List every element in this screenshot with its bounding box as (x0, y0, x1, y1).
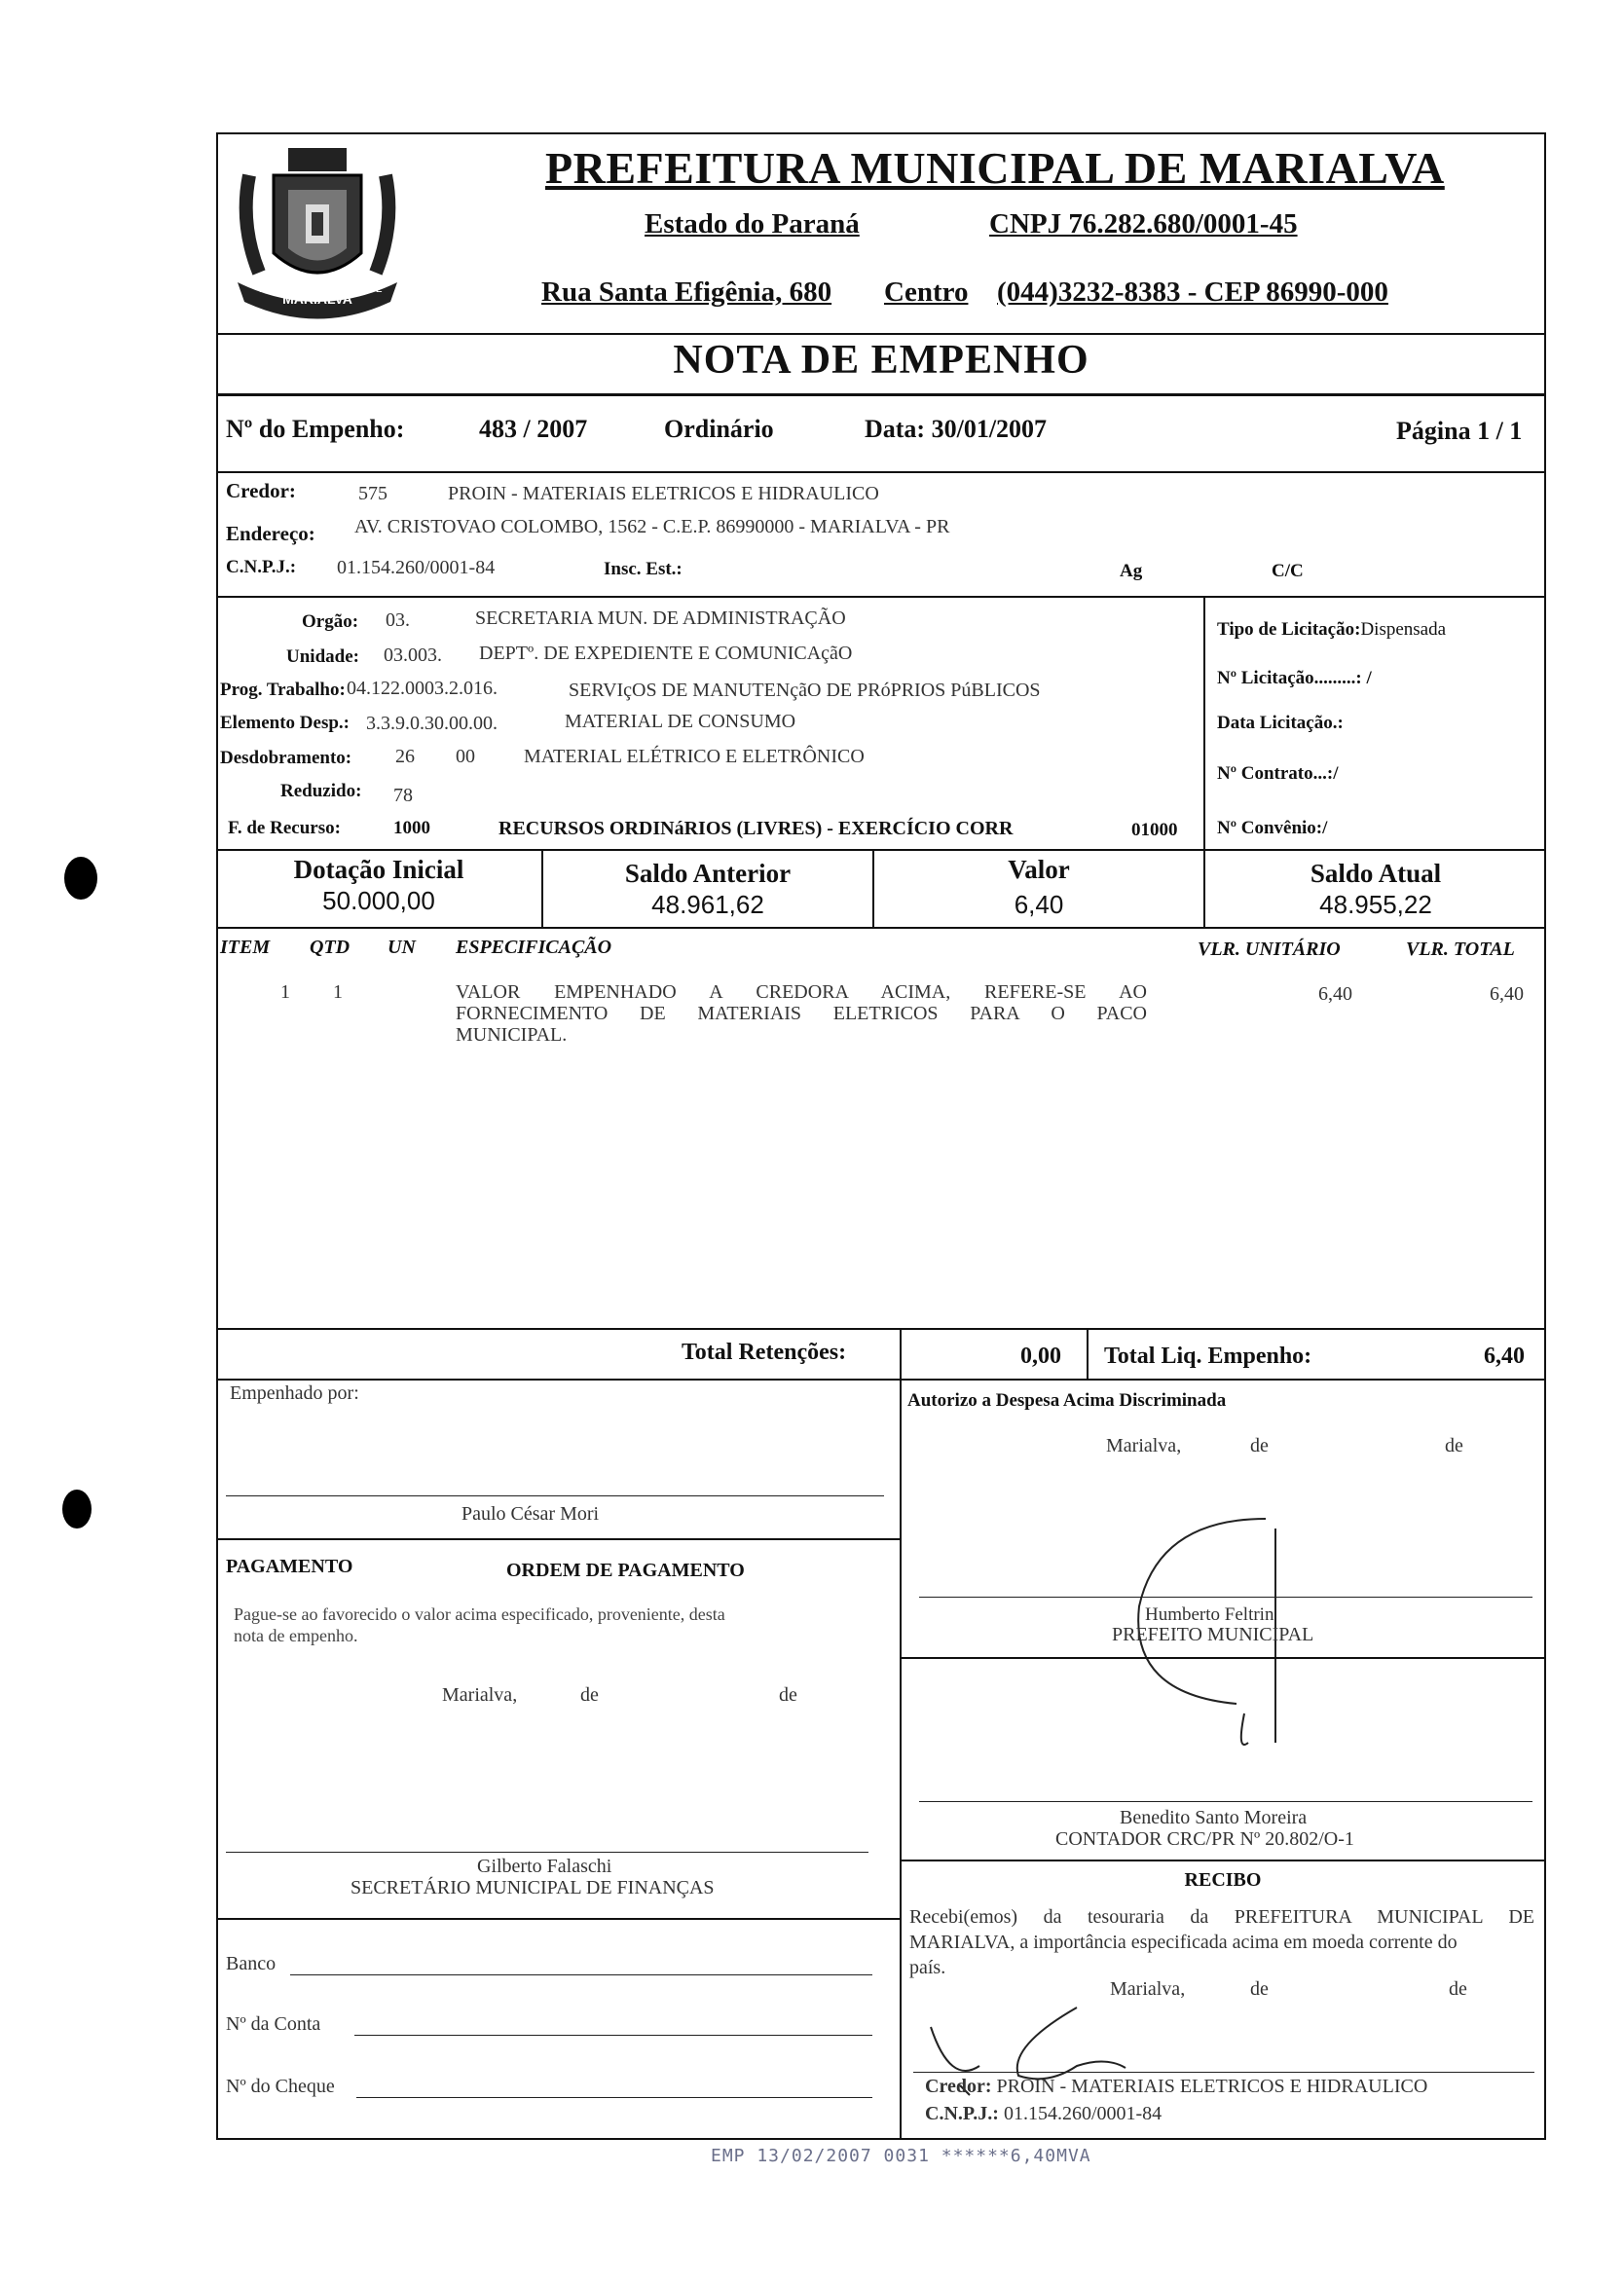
banco-label: Banco (226, 1953, 277, 1974)
prefeito-role: PREFEITO MUNICIPAL (1112, 1624, 1314, 1645)
tipo-licitacao-value: Dispensada (1360, 619, 1447, 640)
num-convenio: Nº Convênio:/ (1217, 818, 1328, 838)
seal-year-right: 1952 (356, 281, 383, 295)
ag-label: Ag (1120, 561, 1143, 581)
valor-value: 6,40 (1014, 890, 1064, 919)
item-vlr-total: 6,40 (1490, 983, 1524, 1005)
prefeitura-title: PREFEITURA MUNICIPAL DE MARIALVA (545, 143, 1445, 193)
header-phone-cep: (044)3232-8383 - CEP 86990-000 (997, 276, 1388, 308)
orgao-code: 03. (386, 609, 410, 631)
endereco-label: Endereço: (226, 522, 315, 545)
recibo-credor (925, 2076, 1427, 2098)
reduzido-value: 78 (393, 785, 413, 806)
credor-code: 575 (358, 483, 388, 504)
recibo-title: RECIBO (1184, 1869, 1262, 1891)
ordem-pagamento-label: ORDEM DE PAGAMENTO (506, 1560, 745, 1581)
credor-cnpj: 01.154.260/0001-84 (337, 557, 496, 578)
document-title: NOTA DE EMPENHO (673, 338, 1089, 383)
punch-hole-top (64, 857, 97, 900)
pagamento-label: PAGAMENTO (226, 1556, 353, 1577)
desdobramento-code2: 00 (456, 746, 475, 767)
recibo-credor-label: Credor: (925, 2076, 992, 2097)
col-item: ITEM (220, 937, 271, 958)
col-vlr-unitario: VLR. UNITÁRIO (1198, 939, 1341, 960)
autorizo-place: Marialva, (1106, 1435, 1182, 1456)
recibo-credor-name: PROIN - MATERIAIS ELETRICOS E HIDRAULICO (996, 2076, 1428, 2097)
bank-stamp: EMP 13/02/2007 0031 ******6,40MVA (711, 2146, 1091, 2166)
empenhado-por-label: Empenhado por: (230, 1382, 359, 1404)
col-especificacao: ESPECIFICAÇÃO (456, 937, 612, 958)
unidade-name: DEPTº. DE EXPEDIENTE E COMUNICAçãO (479, 643, 853, 664)
header-centro: Centro (884, 276, 969, 308)
pagamento-de2: de (779, 1684, 797, 1706)
cc-label: C/C (1272, 561, 1304, 581)
contador-name: Benedito Santo Moreira (1120, 1807, 1308, 1828)
autorizo-de2: de (1445, 1435, 1463, 1456)
recibo-text-line1: Recebi(emos) da tesouraria da PREFEITURA MUNICIPAL DE (909, 1906, 1534, 1928)
data-licitacao: Data Licitação.: (1217, 713, 1344, 733)
autorizo-label: Autorizo a Despesa Acima Discriminada (907, 1390, 1227, 1411)
seal-year-left: 1951 (259, 281, 285, 295)
credor-address: AV. CRISTOVAO COLOMBO, 1562 - C.E.P. 86990000 - MARIALVA - PR (354, 516, 950, 537)
item-desc-line1: VALOR EMPENHADO A CREDORA ACIMA, REFERE-SE AO (456, 981, 1147, 1003)
recibo-cnpj-label: C.N.P.J.: (925, 2103, 999, 2124)
recibo-text-line3: país. (909, 1957, 946, 1978)
cheque-label: Nº do Cheque (226, 2076, 335, 2097)
credor-name: PROIN - MATERIAIS ELETRICOS E HIDRAULICO (448, 483, 879, 504)
saldo-anterior-label: Saldo Anterior (624, 859, 792, 888)
recibo-cnpj-value: 01.154.260/0001-84 (1003, 2103, 1163, 2124)
col-un: UN (388, 937, 416, 958)
orgao-name: SECRETARIA MUN. DE ADMINISTRAÇÃO (475, 608, 846, 629)
col-vlr-total: VLR. TOTAL (1406, 939, 1515, 960)
unidade-label: Unidade: (286, 646, 359, 667)
tipo-licitacao (1217, 619, 1446, 641)
unidade-code: 03.003. (384, 645, 442, 666)
num-contrato: Nº Contrato...:/ (1217, 763, 1339, 784)
num-licitacao: Nº Licitação.........: / (1217, 668, 1372, 688)
item-qtd: 1 (333, 981, 343, 1003)
item-desc-line3: MUNICIPAL. (456, 1024, 568, 1046)
fonte-recurso-code2: 01000 (1131, 820, 1178, 840)
secretario-role: SECRETÁRIO MUNICIPAL DE FINANÇAS (351, 1877, 715, 1898)
punch-hole-bottom (62, 1490, 92, 1529)
dotacao-inicial-value: 50.000,00 (322, 886, 435, 915)
pagamento-place: Marialva, (442, 1684, 518, 1706)
total-retencoes-label: Total Retenções: (682, 1340, 847, 1365)
insc-est-label: Insc. Est.: (604, 559, 683, 579)
secretario-name: Gilberto Falaschi (477, 1856, 612, 1877)
pagamento-text-line1: Pague-se ao favorecido o valor acima especificado, proveniente, desta (234, 1604, 725, 1624)
prog-trabalho-name: SERVIçOS DE MANUTENçãO DE PRóPRIOS PúBLICOS (569, 680, 1041, 701)
contador-role: CONTADOR CRC/PR Nº 20.802/O-1 (1055, 1828, 1354, 1850)
elemento-desp-label: Elemento Desp.: (220, 713, 350, 733)
empenhado-por-name: Paulo César Mori (461, 1503, 600, 1525)
prog-trabalho-label: Prog. Trabalho: (220, 680, 346, 700)
desdobramento-name: MATERIAL ELÉTRICO E ELETRÔNICO (524, 746, 865, 767)
header-cnpj: CNPJ 76.282.680/0001-45 (989, 208, 1298, 239)
elemento-desp-code: 3.3.9.0.30.00.00. (366, 713, 498, 734)
header-address: Rua Santa Efigênia, 680 (541, 276, 832, 308)
empenho-date: Data: 30/01/2007 (865, 415, 1048, 443)
estado-label: Estado do Paraná (645, 208, 860, 239)
col-qtd: QTD (310, 937, 351, 958)
seal-text: MARIALVA (282, 291, 352, 307)
pagamento-text-line2: nota de empenho. (234, 1626, 358, 1645)
item-vlr-unitario: 6,40 (1318, 983, 1352, 1005)
empenho-number-label: Nº do Empenho: (226, 415, 405, 443)
recibo-de2: de (1449, 1978, 1467, 2000)
pagamento-de1: de (580, 1684, 599, 1706)
fonte-recurso-name: RECURSOS ORDINáRIOS (LIVRES) - EXERCÍCIO CORR (498, 818, 1014, 839)
recibo-text-line2: MARIALVA, a importância especificada acima em moeda corrente do (909, 1932, 1458, 1953)
elemento-desp-name: MATERIAL DE CONSUMO (565, 711, 796, 732)
recibo-de1: de (1250, 1978, 1269, 2000)
prefeito-name: Humberto Feltrin (1145, 1604, 1274, 1625)
valor-label: Valor (1008, 855, 1070, 884)
saldo-anterior-value: 48.961,62 (651, 890, 764, 919)
desdobramento-code1: 26 (395, 746, 415, 767)
empenho-number: 483 / 2007 (479, 415, 588, 443)
dotacao-inicial-label: Dotação Inicial (293, 855, 464, 884)
item-number: 1 (280, 981, 290, 1003)
saldo-atual-value: 48.955,22 (1319, 890, 1432, 919)
recibo-place: Marialva, (1110, 1978, 1186, 2000)
credor-cnpj-label: C.N.P.J.: (226, 557, 297, 577)
credor-label: Credor: (226, 479, 296, 502)
municipal-seal (230, 136, 405, 321)
tipo-licitacao-label: Tipo de Licitação: (1217, 619, 1361, 640)
total-liq-value: 6,40 (1484, 1344, 1525, 1369)
page-number: Página 1 / 1 (1396, 417, 1523, 445)
recibo-cnpj (925, 2103, 1162, 2125)
saldo-atual-label: Saldo Atual (1310, 859, 1442, 888)
orgao-label: Orgão: (302, 611, 359, 632)
fonte-recurso-label: F. de Recurso: (228, 818, 341, 838)
desdobramento-label: Desdobramento: (220, 748, 352, 768)
prog-trabalho-code: 04.122.0003.2.016. (347, 678, 498, 699)
empenho-type: Ordinário (664, 415, 774, 443)
total-liq-label: Total Liq. Empenho: (1104, 1344, 1312, 1369)
fonte-recurso-code: 1000 (393, 818, 430, 838)
autorizo-de1: de (1250, 1435, 1269, 1456)
conta-label: Nº da Conta (226, 2013, 321, 2035)
item-desc-line2: FORNECIMENTO DE MATERIAIS ELETRICOS PARA O PACO (456, 1003, 1147, 1024)
total-retencoes-value: 0,00 (1020, 1344, 1061, 1369)
reduzido-label: Reduzido: (280, 781, 362, 801)
